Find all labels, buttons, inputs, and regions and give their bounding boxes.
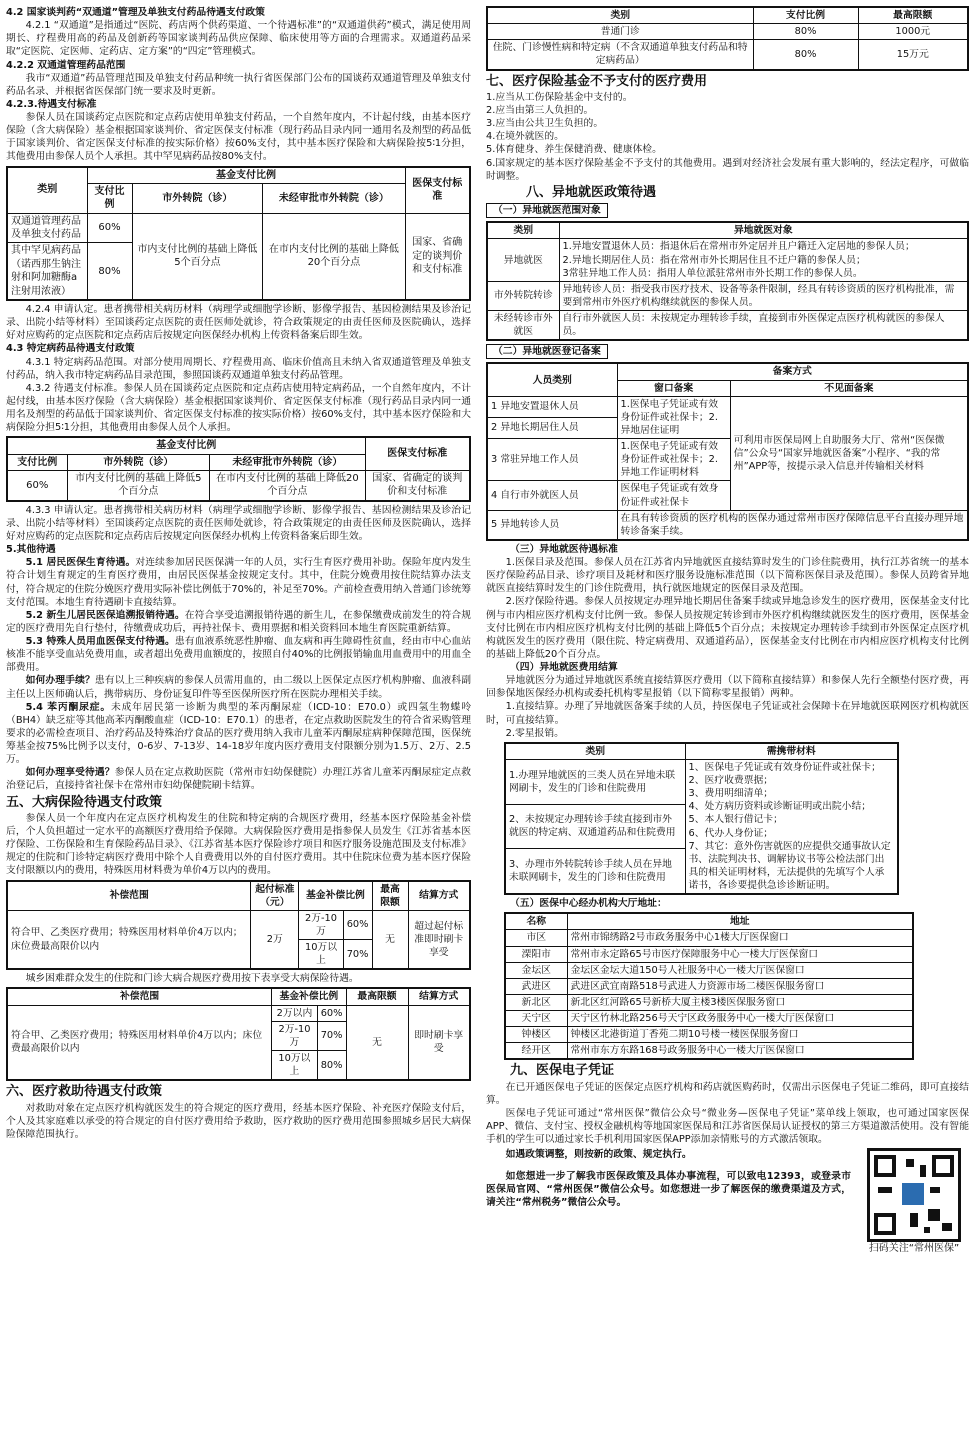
th-noapproval-2: 未经审批市外转院（诊） bbox=[210, 454, 365, 470]
cell-ratio1: 60% bbox=[343, 910, 372, 939]
section-8-1-title: （一）异地就医范围对象 bbox=[486, 203, 608, 218]
para-5-2 bbox=[6, 609, 471, 635]
cell-p1: 1 异地安置退休人员 bbox=[487, 396, 617, 417]
section-4-2-3-title: 4.2.3.待遇支付标准 bbox=[6, 98, 97, 110]
cell-row1-max-r: 1000元 bbox=[858, 24, 968, 40]
cell-outside: 市内支付比例的基础上降低5个百分点 bbox=[132, 213, 263, 300]
th-category: 类别 bbox=[7, 167, 87, 214]
cell-obj3-5: 自行市外就医人员：未按规定办理转诊手续，直接到市外医保定点医疗机构就医的参保人员。 bbox=[559, 311, 968, 341]
table-remote-scope bbox=[486, 221, 969, 341]
section-8-4-title: （四）异地就医费用结算 bbox=[510, 662, 618, 674]
cell-obj1-5 bbox=[559, 239, 968, 281]
para-8-4-c: 2.零星报销。 bbox=[505, 727, 564, 739]
cell-materials bbox=[685, 759, 898, 894]
list-item: 6.国家规定的基本医疗保险基金不予支付的其他费用。遇到对经济社会发展有重大影响的，经法定程序，可做临时调整。 bbox=[486, 157, 969, 182]
th-people: 人员类别 bbox=[487, 363, 617, 396]
cell-cat2-5: 市外转院转诊 bbox=[487, 281, 559, 310]
list-item: 4.在境外就医的。 bbox=[486, 131, 564, 143]
para-4-2-1: 4.2.1 “双通道”是指通过“医院、药店两个供药渠道、一个待遇标准”的“双通道供药”模式，满足使用周期长、疗程费用高的药品及创新药等国家谈判药品供应保障、临床使用等方面的合理需求。双通道药品采取“定医院、定医师、定药店、定方案”的“四定”管理模式。 bbox=[6, 20, 471, 58]
howto-1-title: 如何办理手续？ bbox=[25, 675, 95, 687]
para-5-4-text: 未成年居民第一诊断为典型的苯丙酮尿症（ICD-10：E70.0）或四氢生物蝶呤（BH4）缺乏症等其他高苯丙酮酸血症（ICD-10：E70.1）的患者，在定点救助医院发生的符合省采购管理要求的必需检查项目、治疗药品及特殊治疗食品的医疗费用纳入我市儿童苯丙酮尿症病种保障范围，医保统筹基金按75%比例予以支付，0-6岁、7-13岁、14-18岁年度内医疗费用支付限额分别为1.5万、2万、2.5万。 bbox=[6, 701, 471, 766]
cell-outside-2: 市内支付比例的基础上降低5个百分点 bbox=[67, 471, 210, 501]
para-4-2-2: 我市“双通道”药品管理范围及单独支付药品种统一执行省医保部门公布的国谈药双通道管理及单独支付药品名录、并根据省医保部门统一要求及时更新。 bbox=[6, 72, 471, 97]
office-addr: 金坛区金坛大道150号人社服务中心一楼大厅医保窗口 bbox=[567, 962, 913, 978]
para-8-4-b: 1.直接结算。办理了异地就医备案手续的人员，持医保电子凭证或社会保障卡在异地就医联网医疗机构就医时，可直接结算。 bbox=[486, 701, 969, 726]
section-6-title: 五、大病保险待遇支付政策 bbox=[6, 794, 163, 810]
material-item: 4、处方病历资料或诊断证明或出院小结； bbox=[688, 801, 872, 813]
para-howto-2 bbox=[6, 766, 471, 792]
cell-row1-ratio: 60% bbox=[87, 213, 132, 243]
office-addr: 钟楼区北港街道丁香苑二期10号楼一楼医保服务窗口 bbox=[567, 1027, 913, 1043]
th-standard-2: 医保支付标准 bbox=[365, 437, 470, 470]
office-addr: 常州市东方东路168号政务服务中心一楼大厅医保窗口 bbox=[567, 1043, 913, 1060]
cell-ratio2-4: 70% bbox=[317, 1021, 346, 1050]
cell-c1: 1.办理异地就医的三类人员在异地未联网刷卡，发生的门诊和住院费用 bbox=[505, 759, 685, 804]
table-double-channel-payment bbox=[6, 166, 471, 302]
th-scope: 补偿范围 bbox=[7, 881, 251, 911]
para-5-4 bbox=[6, 701, 471, 767]
section-r7-title: 七、医疗保险基金不予支付的医疗费用 bbox=[486, 73, 708, 89]
cell-row1-cat: 双通道管理药品及单独支付药品 bbox=[7, 213, 87, 243]
th-category-5: 类别 bbox=[487, 222, 559, 239]
cell-range1-4: 2万以内 bbox=[272, 1005, 318, 1021]
th-outside: 市外转院（诊） bbox=[132, 183, 263, 213]
para-5-2-text: 在符合享受追溯报销待遇的新生儿，在参保缴费成前发生的符合规定的医疗费用先自行垫付，待缴费成功后，再持社保卡、费用票据和相关资料回本地生育医院重新结算。 bbox=[6, 609, 471, 634]
list-item: 3.应当由公共卫生负担的。 bbox=[486, 118, 604, 130]
left-column bbox=[6, 6, 471, 1141]
th-fund-2: 基金支付比例 bbox=[7, 437, 365, 454]
para-4-3-2: 4.3.2 待遇支付标准。参保人员在国谈药定点医院和定点药店使用特定病药品，一个自然年度内，不计起付线，由基本医疗保险（含大病保险）基金根据国家谈判价、省定医保支付标准（现行药品目录内同一通用名及剂型的药品低于国家谈判价、省定医保支付标准的按实际价格）按60%支付，其中基本医疗保险和大病保险分担5∶1分担，其他费用由参保人员个人承担。 bbox=[6, 382, 471, 434]
section-7-title: 六、医疗救助待遇支付政策 bbox=[6, 1084, 163, 1100]
th-materials: 需携带材料 bbox=[685, 743, 898, 760]
section-9-title: 九、医保电子凭证 bbox=[510, 1063, 615, 1079]
qr-code-image[interactable] bbox=[867, 1148, 961, 1242]
obj1b: 2.异地长期居住人员：指在常州市外长期居住且不迁户籍的参保人员； bbox=[562, 254, 866, 266]
cell-p3: 3 常驻异地工作人员 bbox=[487, 439, 617, 481]
office-name: 新北区 bbox=[505, 994, 567, 1010]
footer-block bbox=[486, 1148, 969, 1255]
office-addr: 天宁区竹林北路256号天宁区政务服务中心一楼大厅医保窗口 bbox=[567, 1011, 913, 1027]
obj1a: 1.异地安置退休人员：指退休后在常州市外定居并且户籍迁入定居地的参保人员； bbox=[562, 241, 915, 253]
cell-max: 无 bbox=[372, 910, 408, 969]
list-item: 1.应当从工伤保险基金中支付的。 bbox=[486, 91, 633, 103]
section-8-title: 八、异地就医政策待遇 bbox=[526, 184, 657, 200]
section-4-2-2-title: 4.2.2 双通道管理药品范围 bbox=[6, 59, 126, 71]
table-critical-illness bbox=[6, 880, 471, 971]
office-name: 金坛区 bbox=[505, 962, 567, 978]
material-item: 2、医疗收费票据； bbox=[688, 775, 774, 787]
para-5-2-title: 5.2 新生儿居民医保追溯报销待遇。 bbox=[25, 609, 185, 621]
para-5-1 bbox=[6, 556, 471, 609]
office-name: 市区 bbox=[505, 930, 567, 946]
list-not-covered bbox=[486, 91, 969, 183]
cell-method-4: 即时刷卡享受 bbox=[408, 1005, 470, 1080]
cell-ratio1-4: 60% bbox=[317, 1005, 346, 1021]
para-8-3-b: 2.医疗保险待遇。参保人员按规定办理异地长期居住备案手续或异地急诊发生的医疗费用，医保基金支付比例与市内相应医疗机构支付比例一致。参保人员按规定转诊到市外医疗机构继续就医发生的医疗费用，医保基金支付比例在市内相应医疗机构支付比例的基础上降低5个百分点；未按规定办理转诊手续到市外医保定点医疗机构就医发生的医疗费用（限住院、特定病费用、双通道药品），医保基金支付比例在市内相应医疗机构支付比例的基础上降低20个百分点。 bbox=[486, 596, 969, 660]
section-8-2-title: （二）异地就医登记备案 bbox=[486, 344, 608, 359]
office-addr: 常州市永定路65号市医疗保障服务中心一楼大厅医保窗口 bbox=[567, 946, 913, 962]
para-5-3-title: 5.3 特殊人员用血医保支付待遇。 bbox=[25, 636, 175, 648]
table-remote-registration bbox=[486, 362, 969, 541]
cell-row1-cat-r: 普通门诊 bbox=[487, 24, 753, 40]
th-ratio-r: 支付比例 bbox=[753, 7, 858, 24]
th-online: 不见面备案 bbox=[730, 380, 968, 396]
th-name: 名称 bbox=[505, 913, 567, 930]
list-item: 5.体育健身、养生保健消费、健康体检。 bbox=[486, 144, 662, 156]
howto-2-title: 如何办理享受待遇？ bbox=[25, 767, 115, 779]
para-4-3-1: 4.3.1 特定病药品范围。对部分使用周期长、疗程费用高、临床价值高且未纳入省双通道管理及单独支付药品，纳入我市特定病药品目录范围，参照国谈药双通道单独支付药品管理。 bbox=[6, 356, 471, 381]
th-standard: 医保支付标准 bbox=[405, 167, 470, 214]
cell-standard-2: 国家、省确定的谈判价和支付标准 bbox=[365, 471, 470, 501]
para-4-2-4: 4.2.4 申请认定。患者携带相关病历材料（病理学或细胞学诊断、影像学报告、基因检测结果及诊治记录、出院小结等材料）至国谈药定点医院的责任医师处就诊，符合政策规定的由责任医师及医院确认，选择好对应购药的定点医院和定点药店后按规定向医保经办机构上传资料备案后即生效。 bbox=[6, 304, 471, 342]
cell-ratio3-4: 80% bbox=[317, 1050, 346, 1080]
cell-row2-cat-r: 住院、门诊慢性病和特定病（不含双通道单独支付药品和特定病药品） bbox=[487, 40, 753, 70]
material-item: 5、本人银行借记卡； bbox=[688, 814, 783, 826]
cell-max-4: 无 bbox=[346, 1005, 408, 1080]
th-category-7: 类别 bbox=[505, 743, 685, 760]
cell-p2: 2 异地长期居住人员 bbox=[487, 417, 617, 438]
th-ratio-4: 基金补偿比例 bbox=[272, 988, 346, 1005]
para-6-a: 参保人员一个年度内在定点医疗机构发生的住院和特定病的合规医疗费用，经基本医疗保险基金补偿后，个人负担超过一定水平的高额医疗费用给予保障。大病保险医疗费用是指参保人员发生《江苏省基本医疗保险、工伤保险和生育保险药品目录》、《江苏省基本医疗保险诊疗项目和医疗服务设施范围及支付标准》规定的住院和门诊特定病医疗费用中除个人自费费用以外的自付医疗费用。其中住院床位费为基本医疗保险支付限额以内的费用，特殊医用材料费为单价4万以内的费用。 bbox=[6, 812, 471, 877]
cell-w4: 医保电子凭证或有效身份证件或社保卡 bbox=[617, 481, 730, 510]
th-fund: 基金支付比例 bbox=[87, 167, 405, 184]
para-4-3-3: 4.3.3 申请认定。患者携带相关病历材料（病理学或细胞学诊断、影像学报告、基因检测结果及诊治记录、出院小结等材料）至国谈药定点医院的责任医师处就诊，符合政策规定的由责任医师及医院确认，选择好对应购药的定点医院和定点药店后按规定向医保经办机构上传资料备案后即生效。 bbox=[6, 504, 471, 543]
office-addr: 常州市锦绣路2号市政务服务中心1楼大厅医保窗口 bbox=[567, 930, 913, 946]
qr-caption: 扫码关注“常州医保” bbox=[868, 1243, 960, 1255]
cell-scope-4: 符合甲、乙类医疗费用；特殊医用材料单价4万以内；床位费最高限价以内 bbox=[7, 1005, 272, 1080]
policy-adjust-note: 如遇政策调整，则按新的政策、规定执行。 bbox=[505, 1149, 692, 1161]
th-ratio: 支付比例 bbox=[87, 183, 132, 213]
cell-row2-ratio-r: 80% bbox=[753, 40, 858, 70]
section-4-3-title: 4.3 特定病药品待遇支付政策 bbox=[6, 343, 135, 355]
para-howto-1 bbox=[6, 674, 471, 700]
th-addr: 地址 bbox=[567, 913, 913, 930]
section-5-title: 5.其他待遇 bbox=[6, 544, 56, 556]
cell-c3: 3、办理市外转院转诊手续人员在异地未联网刷卡，发生的门诊和住院费用 bbox=[505, 849, 685, 894]
table-special-drug-payment bbox=[6, 436, 471, 502]
office-name: 钟楼区 bbox=[505, 1027, 567, 1043]
contact-note: 如您想进一步了解我市医保政策及具体办事流程，可以致电12393，或登录市医保局官网、“常州医保”微信公众号。如您想进一步了解医保的缴费渠道及方式，请关注“常州税务”微信公众号。 bbox=[486, 1170, 851, 1208]
cell-row2-ratio: 80% bbox=[87, 243, 132, 300]
para-5-3 bbox=[6, 635, 471, 674]
th-ratio-3: 基金补偿比例 bbox=[299, 881, 372, 911]
cell-w3: 1.医保电子凭证或有效身份证件或社保卡；2.异地工作证明材料 bbox=[617, 439, 730, 481]
section-8-5-title: （五）医保中心经办机构大厅地址： bbox=[510, 898, 667, 910]
th-ratio-2: 支付比例 bbox=[7, 454, 67, 470]
office-name: 天宁区 bbox=[505, 1011, 567, 1027]
cell-p4: 4 自行市外就医人员 bbox=[487, 481, 617, 510]
para-7: 对救助对象在定点医疗机构就医发生的符合规定的医疗费用，经基本医疗保险、补充医疗保险支付后，个人及其家庭难以承受的符合规定的自付医疗费用给予救助，医疗救助的医疗费用范围参照城乡居民大病保险保障范围执行。 bbox=[6, 1102, 471, 1140]
cell-c2: 2、未按规定办理转诊手续直接到市外就医的特定病、双通道药品和住院费用 bbox=[505, 804, 685, 849]
th-max: 最高限额 bbox=[372, 881, 408, 911]
office-name: 溧阳市 bbox=[505, 946, 567, 962]
right-column bbox=[486, 6, 969, 1256]
cell-online: 可利用市医保局网上自助服务大厅、常州“医保微信”公众号“国家异地就医备案”小程序、“我的常州”APP等，按提示录入信息并传输相关材料 bbox=[730, 396, 968, 510]
th-object-5: 异地就医对象 bbox=[559, 222, 968, 239]
para-9-b: 医保电子凭证可通过“常州医保”微信公众号“微业务—医保电子凭证”菜单线上领取，也可通过国家医保APP、微信、支付宝、授权金融机构等地国家医保局和江苏省医保局认证授权的第三方渠道激活使用。没有智能手机的学生可以通过家长手机利用国家医保APP添加亲情账号的方式激活领取。 bbox=[486, 1108, 969, 1146]
cell-standard: 国家、省确定的谈判价和支付标准 bbox=[405, 213, 470, 300]
th-method-6: 备案方式 bbox=[617, 363, 968, 380]
howto-2-text: 参保人员在定点救助医院（常州市妇幼保健院）办理江苏省儿童苯丙酮尿症定点救治登记后，直接持省社保卡在常州市妇幼保健院刷卡结算。 bbox=[6, 767, 471, 792]
cell-noapproval-2: 在市内支付比例的基础上降低20个百分点 bbox=[210, 471, 365, 501]
cell-row2-max-r: 15万元 bbox=[858, 40, 968, 70]
material-item: 3、费用明细清单； bbox=[688, 788, 774, 800]
office-addr: 新北区红河路65号新桥大厦主楼3楼医保服务窗口 bbox=[567, 994, 913, 1010]
cell-row2-cat: 其中罕见病药品（诺西那生钠注射和阿加糖酶a注射用浓液） bbox=[7, 243, 87, 300]
th-method: 结算方式 bbox=[408, 881, 470, 911]
para-5-1-title: 5.1 居民医保生育待遇。 bbox=[25, 557, 136, 569]
th-deduct: 起付标准（元） bbox=[251, 881, 299, 911]
th-max-4: 最高限额 bbox=[346, 988, 408, 1005]
table-reimburse-materials bbox=[504, 742, 899, 895]
para-4-2-3: 参保人员在国谈药定点医院和定点药店使用单独支付药品，一个自然年度内，不计起付线，由基本医疗保险（含大病保险）基金根据国家谈判价、省定医保支付标准（现行药品目录内同一通用名及剂型的药品低于国家谈判价、省定医保支付标准的按实际价格）按60%支付，其中基本医疗保险和大病保险按5∶1分担，其他费用由参保人员个人承担。其中罕见病药品按80%支付。 bbox=[6, 112, 471, 163]
cell-method: 超过起付标准即时刷卡享受 bbox=[408, 910, 470, 969]
cell-row1-ratio-r: 80% bbox=[753, 24, 858, 40]
para-9-a: 在已开通医保电子凭证的医保定点医疗机构和药店就医购药时，仅需出示医保电子凭证二维码，即可直接结算。 bbox=[486, 1081, 969, 1106]
office-addr: 武进区武宜南路518号武进人力资源市场二楼医保服务窗口 bbox=[567, 978, 913, 994]
cell-deduct: 2万 bbox=[251, 910, 299, 969]
para-5-4-title: 5.4 苯丙酮尿症。 bbox=[25, 701, 112, 713]
cell-obj2-5: 异地转诊人员：指受我市医疗技术、设备等条件限制，经具有转诊资质的医疗机构批准，需要到常州市外医疗机构继续就医的参保人员。 bbox=[559, 281, 968, 310]
obj1c: 3常驻异地工作人员：指用人单位派驻常州市外长期工作的参保人员。 bbox=[562, 267, 863, 279]
para-5-3-text: 患有血液系统恶性肿瘤、血友病和再生障碍性贫血，经由市中心血站核准不能享受血站免费用血，或者超出免费用血额度的，按照自付40%的比例报销输血用血费用中的用血全部费用。 bbox=[6, 636, 471, 674]
table-assistance-ratio bbox=[486, 6, 969, 71]
para-8-3-a: 1.医保目录及范围。参保人员在江苏省内异地就医直接结算时发生的门诊住院费用，执行江苏省统一的基本医疗保险药品目录、诊疗项目及耗材和医疗服务设施标准范围（以下简称医保目录及范围）。参保人员跨省异地就医直接结算时发生的门诊住院费用，执行就医地规定的医保目录及范围。 bbox=[486, 557, 969, 595]
howto-1-text: 患有以上三种疾病的参保人员需用血的，由二级以上医保定点医疗机构肿瘤、血液科副主任以上医师确认后，携带病历、身份证复印件等至医保所医疗所在医院办理相关手续。 bbox=[6, 675, 471, 700]
cell-cat3-5: 未经转诊市外就医 bbox=[487, 311, 559, 341]
section-4-2-title: 4.2 国家谈判药“双通道”管理及单独支付药品待遇支付政策 bbox=[6, 7, 265, 18]
material-item: 6、代办人身份证； bbox=[688, 827, 774, 839]
th-scope-4: 补偿范围 bbox=[7, 988, 272, 1005]
cell-ratio-2: 60% bbox=[7, 471, 67, 501]
table-poor-critical-illness bbox=[6, 987, 471, 1081]
material-item: 1、医保电子凭证或有效身份证件或社保卡； bbox=[688, 761, 881, 773]
section-8-3-title: （三）异地就医待遇标准 bbox=[510, 543, 618, 555]
cell-scope: 符合甲、乙类医疗费用；特殊医用材料单价4万以内；床位费最高限价以内 bbox=[7, 910, 251, 969]
table-office-addresses bbox=[504, 912, 914, 1060]
cell-range2: 10万以上 bbox=[299, 940, 343, 970]
th-method-4: 结算方式 bbox=[408, 988, 470, 1005]
para-5-1-text: 对连续参加居民医保满一年的人员，实行生育医疗费用补助。保险年度内发生符合计划生育规定的生育医疗费用，由居民医保基金按规定支付。其中，住院分娩费用按住院结算办法支付，符合规定的住院分娩医疗费用实际补偿比例低于70%的，补足至70%。产前检查费用纳入普通门诊统筹支付范围。本地生育待遇刷卡直接结算。 bbox=[6, 557, 471, 608]
cell-range2-4: 2万-10万 bbox=[272, 1021, 318, 1050]
para-6-b: 城乡困难群众发生的住院和门诊大病合规医疗费用按下表享受大病保险待遇。 bbox=[25, 973, 359, 985]
material-item: 7、其它：意外伤害就医的应提供交通事故认定书、法院判决书、调解协议书等公检法部门出具的相关证明材料，无法提供的先填写个人承诺书，各诊要提供急诊诊断证明。 bbox=[688, 840, 891, 892]
para-8-4-a: 异地就医分为通过异地就医系统直接结算医疗费用（以下简称直接结算）和参保人先行全额垫付医疗费，再回参保地医保经办机构或委托机构零星报销（以下简称零星报销）两种。 bbox=[486, 675, 969, 700]
cell-ratio2: 70% bbox=[343, 940, 372, 970]
th-window: 窗口备案 bbox=[617, 380, 730, 396]
cell-noapproval: 在市内支付比例的基础上降低20个百分点 bbox=[263, 213, 405, 300]
cell-range3-4: 10万以上 bbox=[272, 1050, 318, 1080]
th-noapproval: 未经审批市外转院（诊） bbox=[263, 183, 405, 213]
office-name: 武进区 bbox=[505, 978, 567, 994]
th-max-r: 最高限额 bbox=[858, 7, 968, 24]
cell-cat1-5: 异地就医 bbox=[487, 239, 559, 281]
th-outside-2: 市外转院（诊） bbox=[67, 454, 210, 470]
cell-p5: 5 异地转诊人员 bbox=[487, 510, 617, 540]
cell-range1: 2万-10万 bbox=[299, 910, 343, 939]
cell-w1: 1.医保电子凭证或有效身份证件或社保卡；2.异地居住证明 bbox=[617, 396, 730, 438]
cell-w5: 在具有转诊资质的医疗机构的医保办通过常州市医疗保障信息平台直接办理异地转诊备案手续。 bbox=[617, 510, 968, 540]
office-name: 经开区 bbox=[505, 1043, 567, 1060]
list-item: 2.应当由第三人负担的。 bbox=[486, 105, 594, 117]
th-category-r: 类别 bbox=[487, 7, 753, 24]
